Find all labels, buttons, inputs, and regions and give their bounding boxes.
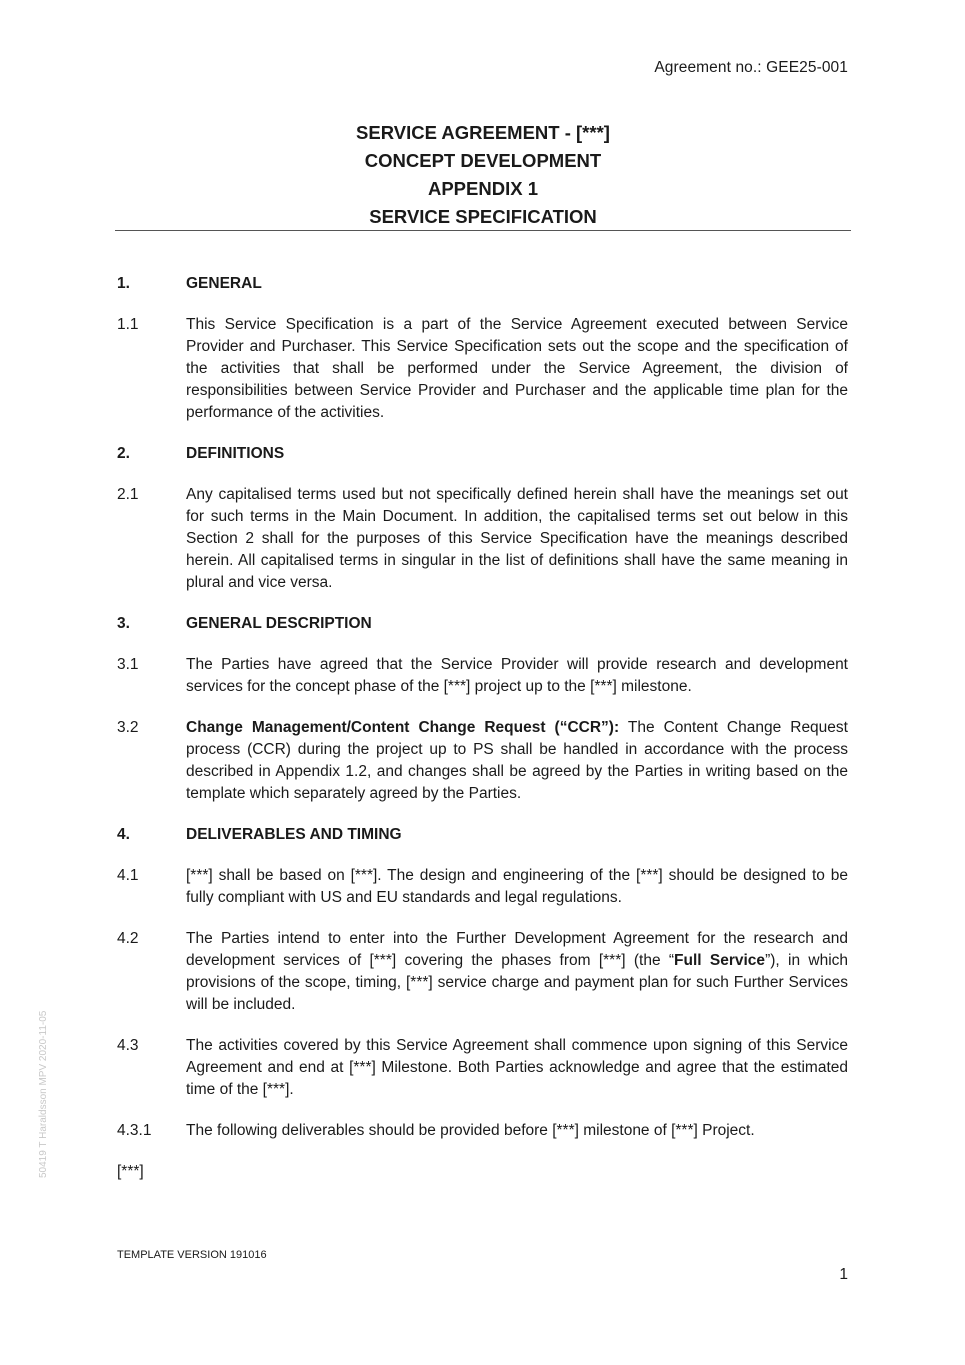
title-divider: [115, 230, 851, 231]
clause-text: [186, 928, 848, 1016]
redacted-content: [***]: [117, 1163, 144, 1180]
title-line: SERVICE SPECIFICATION: [369, 206, 597, 227]
document-title: [115, 119, 851, 231]
clause-text: The activities covered by this Service Agreement shall commence upon signing of this Service Agreement and end at [***] Milestone. Both Parties acknowledge and agree that the estimated time of the [***].: [186, 1037, 848, 1098]
defined-term: Change Management/Content Change Request (“CCR”):: [186, 719, 620, 736]
section-number: 1.: [117, 275, 130, 292]
section-heading-general-description: [117, 613, 848, 635]
clause-number: 2.1: [117, 486, 139, 503]
clause-4-3-1: [117, 1120, 848, 1142]
clause-text: The Parties have agreed that the Service Provider will provide research and development services for the concept phase of the [***] project up to the [***] milestone.: [186, 656, 848, 695]
title-line: SERVICE AGREEMENT - [***]: [356, 122, 610, 143]
clause-text: [186, 717, 848, 805]
clause-text-part: ”), in which provisions of the scope, timing, [***] service charge and payment plan for such Further Services will be included.: [186, 952, 849, 1013]
section-number: 3.: [117, 615, 130, 632]
clause-number: 4.1: [117, 867, 139, 884]
clause-4-1: [117, 865, 848, 909]
agreement-number: Agreement no.: GEE25-001: [654, 59, 848, 76]
section-title: DEFINITIONS: [186, 445, 285, 462]
clause-4-2: [117, 928, 848, 1016]
clause-2-1: [117, 484, 848, 594]
title-line: CONCEPT DEVELOPMENT: [364, 150, 602, 171]
clause-4-3: [117, 1035, 848, 1101]
clause-number: 3.1: [117, 656, 139, 673]
clause-text: [***] shall be based on [***]. The design and engineering of the [***] should be designed to be fully compliant with US and EU standards and legal regulations.: [186, 867, 848, 906]
section-number: 2.: [117, 445, 130, 462]
clause-text-body: The Content Change Request process (CCR) during the project up to PS shall be handled in accordance with the process described in Appendix 1.2, and changes shall be agreed by the Parties in writing based on the template which separately agreed by the Parties.: [186, 719, 848, 802]
clause-text-part: The Parties intend to enter into the Further Development Agreement for the research and development services of [***] covering the phases from [***] (the “: [186, 930, 848, 969]
clause-number: 4.3: [117, 1037, 139, 1054]
defined-term: Full Service: [674, 952, 766, 969]
template-version: TEMPLATE VERSION 191016: [117, 1249, 267, 1261]
section-heading-definitions: [117, 443, 848, 465]
section-heading-general: [117, 273, 848, 295]
clause-number: 3.2: [117, 719, 139, 736]
clause-number: 4.2: [117, 930, 139, 947]
page-number: 1: [839, 1266, 848, 1283]
clause-text: The following deliverables should be provided before [***] milestone of [***] Project.: [186, 1122, 755, 1139]
section-heading-deliverables: [117, 824, 848, 846]
clause-text: Any capitalised terms used but not specifically defined herein shall have the meanings set out for such terms in the Main Document. In addition, the capitalised terms set out below in this Section 2 shall for the purposes of this Service Specification have the meanings described herein. All capitalised terms in singular in the list of definitions shall have the same meaning in plural and vice versa.: [186, 486, 848, 591]
clause-text: This Service Specification is a part of the Service Agreement executed between Service Provider and Purchaser. This Service Specification sets out the scope and the specification of the activities that shall be performed under the Service Agreement, the division of responsibilities between Service Provider and Purchaser and the applicable time plan for the performance of the activities.: [186, 316, 848, 421]
clause-3-2: [117, 717, 848, 805]
clause-number: 4.3.1: [117, 1122, 152, 1139]
title-line: APPENDIX 1: [427, 178, 538, 199]
section-title: GENERAL DESCRIPTION: [186, 615, 372, 632]
section-number: 4.: [117, 826, 130, 843]
document-body: [117, 273, 848, 1202]
clause-1-1: [117, 314, 848, 424]
clause-3-1: [117, 654, 848, 698]
section-title: GENERAL: [186, 275, 262, 292]
sidebar-stamp: 50419 T Haraldsson MPV 2020-11-05: [38, 1010, 49, 1178]
section-title: DELIVERABLES AND TIMING: [186, 826, 402, 843]
clause-number: 1.1: [117, 316, 139, 333]
